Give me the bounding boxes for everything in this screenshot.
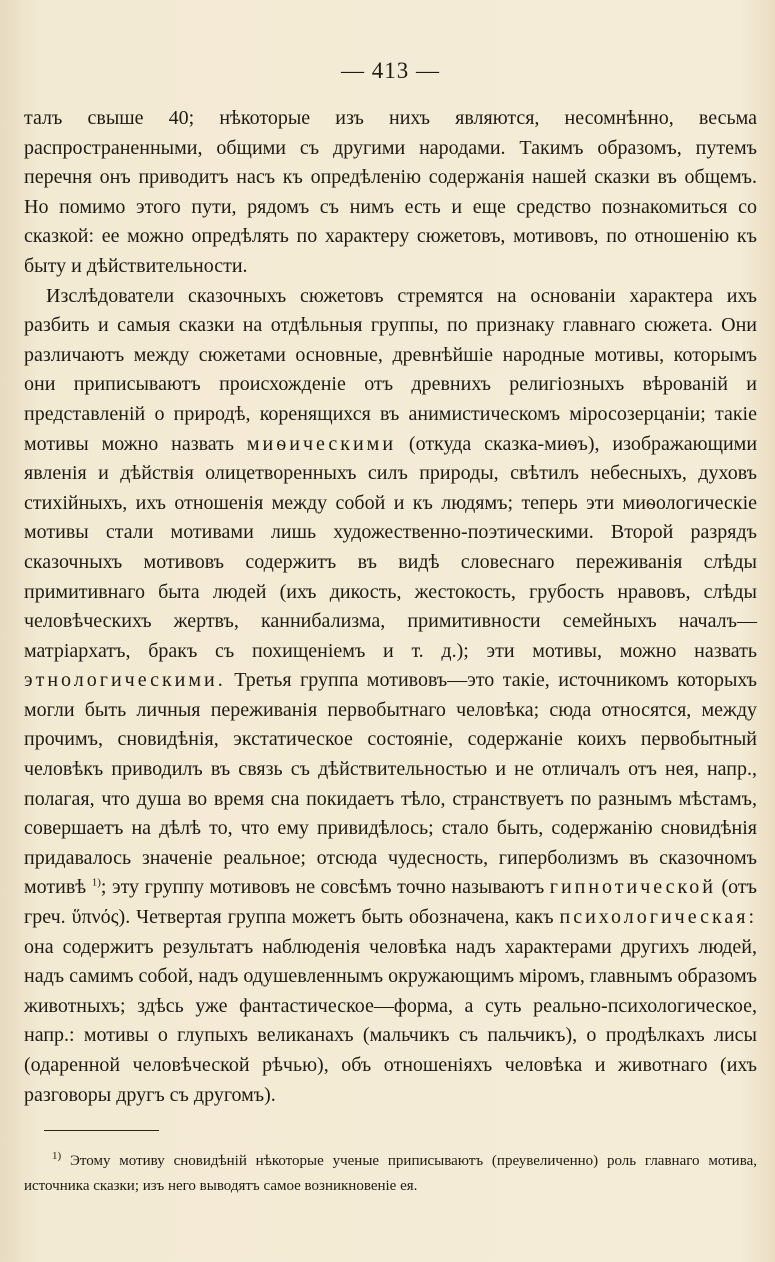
term-ethnological: этнологическими.	[24, 669, 226, 692]
paragraph-2-part-4: ; эту группу мотивовъ не совсѣмъ точно называютъ	[100, 876, 545, 899]
footnote-mark: 1)	[52, 1150, 62, 1163]
footnote-text: Этому мотиву сновидѣній нѣкоторые ученые приписываютъ (преувеличенно) роль главнаго мотива, источника сказки; изъ него выводятъ самое возникновеніе ея.	[24, 1153, 757, 1195]
paragraph-1: талъ свыше 40; нѣкоторые изъ нихъ являются, несомнѣнно, весьма распространенными, общими съ другими народами. Такимъ образомъ, путемъ перечня онъ приводитъ насъ къ опредѣленію содержанія нашей сказки въ общемъ. Но помимо этого пути, рядомъ съ нимъ есть и еще средство познакомиться со сказкой: ее можно опредѣлять по характеру сюжетовъ, мотивовъ, по отношенію къ быту и дѣйствительности.	[24, 107, 757, 277]
footnote-divider	[44, 1130, 159, 1131]
page-number: — 413 —	[341, 58, 440, 83]
term-mythical: миѳическими	[246, 432, 397, 455]
footnote	[24, 1149, 757, 1199]
main-text	[24, 104, 757, 1110]
paragraph-2-part-2: (откуда сказка-миѳъ), изображающими явленія и дѣйствія олицетворенныхъ силъ природы, свѣтилъ небесныхъ, духовъ стихійныхъ, ихъ отношенія между собой и къ людямъ; теперь эти миѳологическіе мотивы стали мотивами лишь художественно-поэтическими. Второй разрядъ сказочныхъ мотивовъ содержитъ въ видѣ словеснаго переживанія слѣды примитивнаго быта людей (ихъ дикость, жестокость, грубость нравовъ, слѣды человѣческихъ жертвъ, каннибализма, примитивности семейныхъ началъ—матріархатъ, бракъ съ похищеніемъ и т. д.); эти мотивы, можно назвать	[24, 432, 758, 662]
term-hypnotic: гипнотической	[549, 876, 716, 899]
footnote-reference[interactable]: 1)	[91, 876, 101, 889]
paragraph-2	[24, 282, 757, 1111]
paragraph-2-part-1: Изслѣдователи сказочныхъ сюжетовъ стремятся на основаніи характера ихъ разбить и самыя сказки на отдѣльныя группы, по признаку главнаго сюжета. Они различаютъ между сюжетами основные, древнѣйшіе народные мотивы, которымъ они приписываютъ происхожденіе отъ древнихъ религіозныхъ вѣрованій и представленій о природѣ, коренящихся въ анимистическомъ міросозерцаніи; такіе мотивы можно назвать	[24, 284, 757, 455]
term-psychological: психологическая:	[559, 906, 758, 929]
paragraph-2-part-5: (отъ греч. ὕπνός). Четвертая группа можетъ быть обозначена, какъ	[24, 876, 757, 929]
paragraph-2-part-6: она содержитъ результатъ наблюденія человѣка надъ характерами другихъ людей, надъ самимъ собой, надъ одушевленнымъ окружающимъ міромъ, главнымъ образомъ животныхъ; здѣсь уже фантастическое—форма, а суть реально-психологическое, напр.: мотивы о глупыхъ великанахъ (мальчикъ съ пальчикъ), о продѣлкахъ лисы (одаренной человѣческой рѣчью), объ отношеніяхъ человѣка и животнаго (ихъ разговоры другъ съ другомъ).	[24, 935, 757, 1106]
paragraph-2-part-3: Третья группа мотивовъ—это такіе, источникомъ которыхъ могли быть личныя переживанія первобытнаго человѣка; сюда относятся, между прочимъ, сновидѣнія, экстатическое состояніе, содержаніе коихъ первобытный человѣкъ приводилъ въ связь съ дѣйствительностью и не отличалъ отъ нея, напр., полагая, что душа во время сна покидаетъ тѣло, странствуетъ по разнымъ мѣстамъ, совершаетъ на дѣлѣ то, что ему привидѣлось; стало быть, содержанію сновидѣнія придавалось значеніе реальное; отсюда чудесность, гиперболизмъ въ сказочномъ мотивѣ	[24, 669, 758, 899]
